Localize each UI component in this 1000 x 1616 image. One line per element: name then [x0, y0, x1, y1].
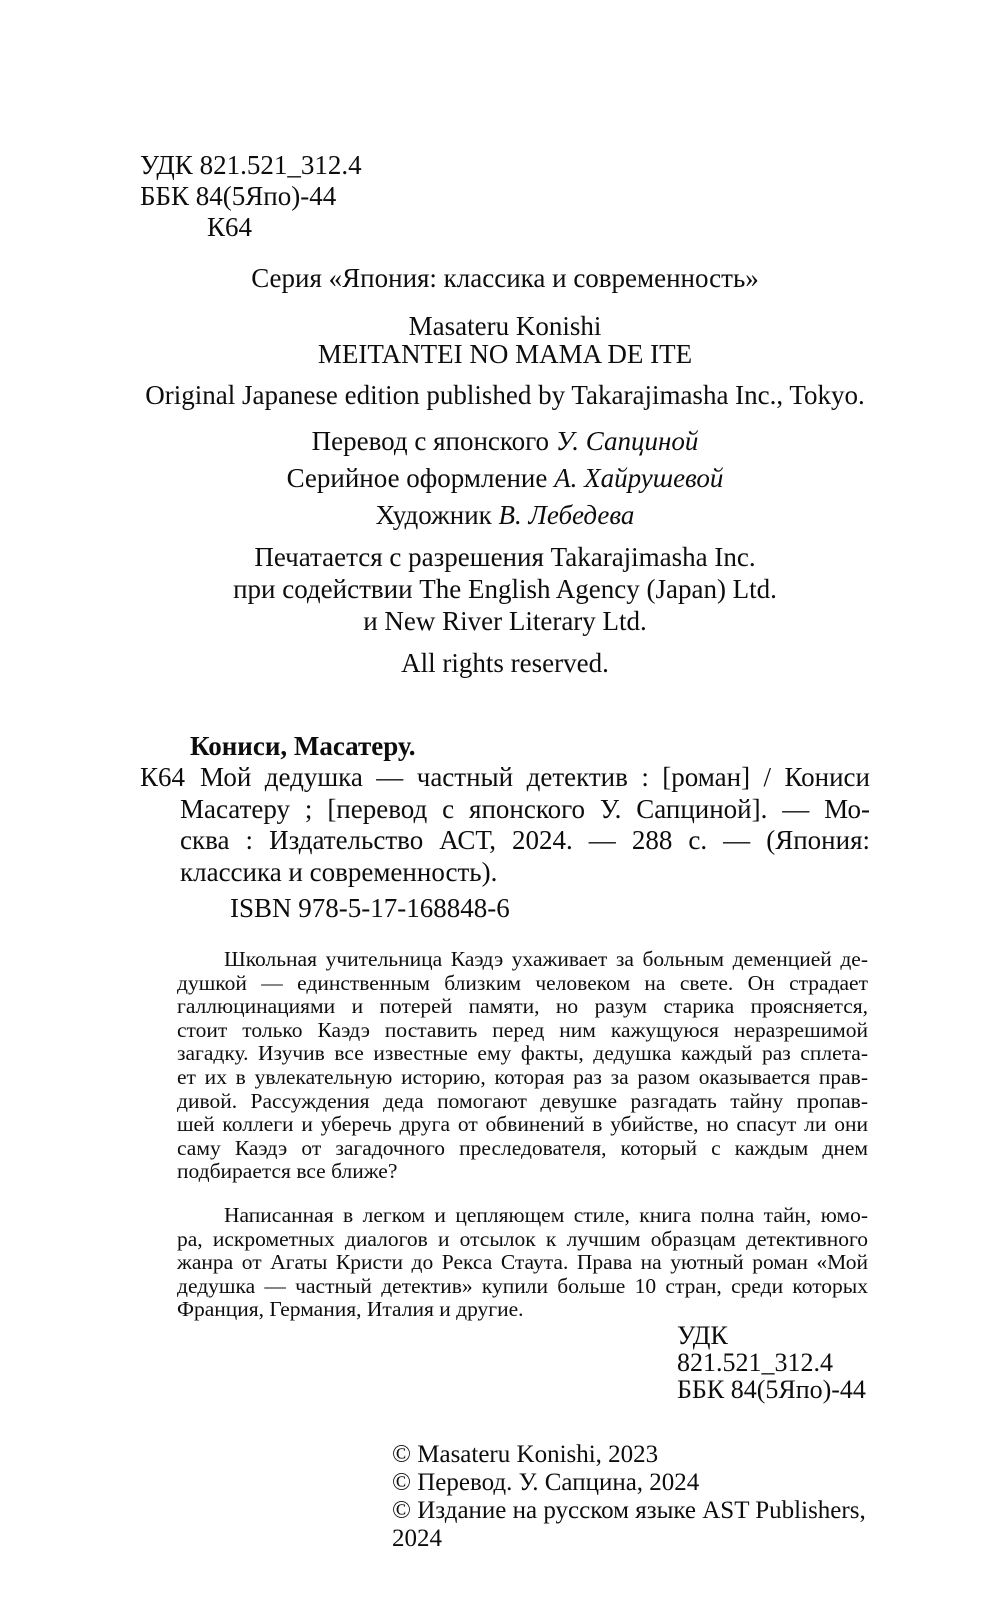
original-title-block — [140, 312, 870, 368]
annotation-line: Франция, Германия, Италия и другие. — [177, 1297, 524, 1322]
annotation-line: ет их в увлекательную историю, которая раз за разом оказывается прав- — [177, 1064, 868, 1089]
annotation-line: душкой — единственным близким человеком на свете. Он страдает — [177, 970, 868, 995]
annotation-line: дедушка — частный детектив» купили больше 10 стран, среди которых — [177, 1273, 868, 1298]
bib-author-code: К64 — [140, 762, 186, 792]
annotation-line: Школьная учительница Каэдэ ухаживает за больным деменцией де- — [224, 947, 868, 971]
udc-code-bottom: УДК 821.521_312.4 — [677, 1320, 833, 1377]
credit-role: Художник — [375, 500, 492, 530]
bibliographic-record — [140, 731, 870, 924]
annotation-line: жанра от Агаты Кристи до Рекса Стаута. Права на уютный роман «Мой — [177, 1250, 868, 1275]
copyright-notices — [392, 1441, 870, 1553]
annotation-line: ра, искрометных диалогов и отсылок к лучшим образцам детективного — [177, 1226, 868, 1251]
annotation-line: дивой. Рассуждения деда помогают девушке разгадать тайну пропав- — [177, 1088, 868, 1113]
bbk-code-bottom: ББК 84(5Япо)-44 — [677, 1374, 866, 1404]
classification-codes-top — [140, 150, 870, 243]
bbk-code: ББК 84(5Япо)-44 — [140, 181, 337, 211]
bib-entry-line: Мой дедушка — частный детектив : [роман] / Кониси — [200, 762, 870, 792]
annotation-line: саму Каэдэ от загадочного преследователя, который с каждым днем — [177, 1135, 868, 1160]
bib-entry-line: Масатеру ; [перевод с японского У. Сапциной]. — Мо- — [180, 793, 870, 824]
annotation — [177, 948, 868, 1322]
copyright-line: © Masateru Konishi, 2023 — [392, 1440, 659, 1468]
permission-line: и New River Literary Ltd. — [363, 606, 647, 636]
credit-role: Серийное оформление — [286, 463, 548, 493]
udc-code: УДК 821.521_312.4 — [140, 150, 362, 180]
annotation-line: загадку. Изучив все известные ему факты, дедушка каждый раз сплета- — [177, 1041, 868, 1066]
credit-line — [140, 497, 870, 534]
copyright-line: © Издание на русском языке AST Publishers, 2024 — [392, 1496, 866, 1552]
original-author: Masateru Konishi — [408, 311, 602, 341]
annotation-paragraph-2 — [177, 1204, 868, 1322]
credit-role: Перевод с японского — [311, 426, 550, 456]
annotation-paragraph-1 — [177, 948, 868, 1184]
bib-entry-line: классика и современность). — [180, 856, 498, 887]
classification-codes-bottom — [677, 1322, 870, 1403]
annotation-line: подбирается все ближе? — [177, 1159, 398, 1184]
credit-line — [140, 423, 870, 460]
bib-author-heading: Кониси, Масатеру. — [190, 731, 416, 761]
original-edition-note: Original Japanese edition published by Takarajimasha Inc., Tokyo. — [145, 380, 865, 410]
credit-line — [140, 460, 870, 497]
bib-entry-line: сква : Издательство АСТ, 2024. — 288 с. — (Япония: — [180, 825, 870, 855]
bib-entry-lines — [180, 762, 870, 888]
annotation-line: шей коллеги и уберечь друга от обвинений в убийстве, но спасут ли они — [177, 1112, 868, 1137]
annotation-line: стоит только Каэдэ поставить перед ним кажущуюся неразрешимой — [177, 1017, 868, 1042]
bib-entry — [140, 762, 870, 888]
credit-person: В. Лебедева — [498, 500, 635, 530]
original-title: MEITANTEI NO MAMA DE ITE — [317, 339, 693, 369]
permission-line: Печатается с разрешения Takarajimasha Inc. — [254, 542, 756, 572]
credit-person: А. Хайрушевой — [554, 463, 724, 493]
permission-line: при содействии The English Agency (Japan) Ltd. — [233, 574, 777, 604]
isbn: ISBN 978-5-17-168848-6 — [230, 893, 510, 923]
series-title: Серия «Япония: классика и современность» — [251, 263, 759, 293]
author-sign-code: К64 — [207, 212, 253, 242]
credits-list — [140, 423, 870, 534]
all-rights-reserved: All rights reserved. — [401, 648, 609, 678]
credit-person: У. Сапциной — [555, 426, 699, 456]
permission-block — [140, 541, 870, 637]
annotation-line: галлюцинациями и потерей памяти, но разум старика проясняется, — [177, 994, 868, 1019]
annotation-line: Написанная в легком и цепляющем стиле, книга полна тайн, юмо- — [224, 1202, 868, 1227]
copyright-line: © Перевод. У. Сапцина, 2024 — [392, 1468, 700, 1496]
imprint-center-block — [140, 263, 870, 679]
